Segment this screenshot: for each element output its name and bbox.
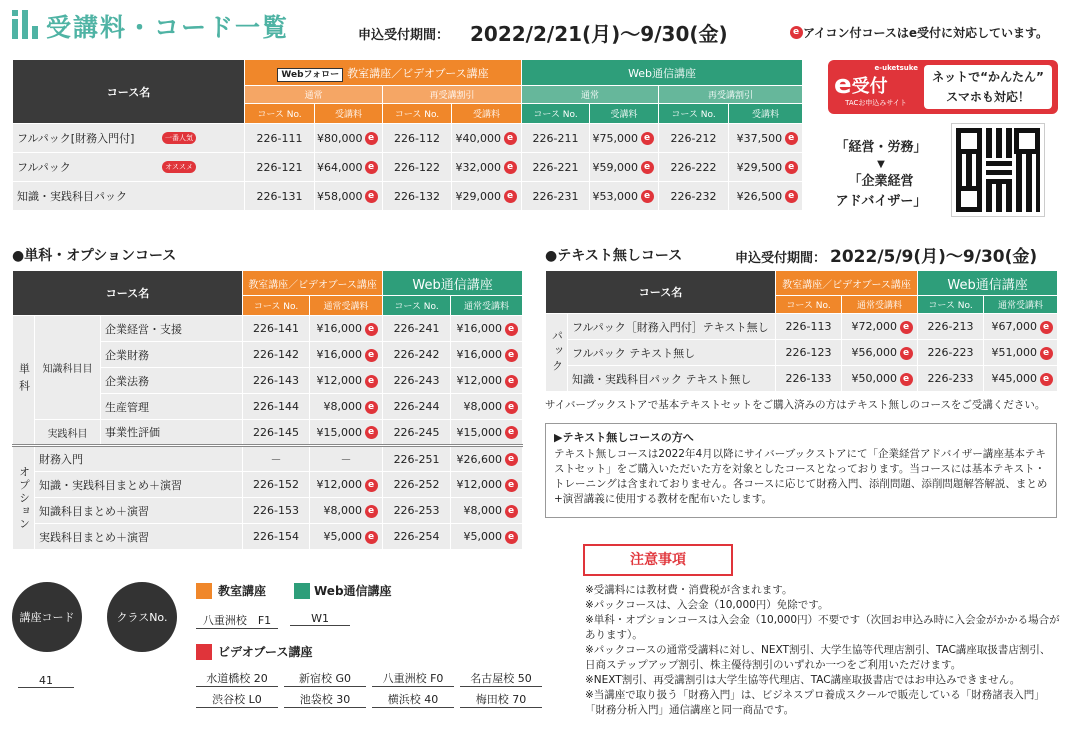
e-icon — [365, 132, 378, 145]
page-title: 受講料・コード一覧 — [46, 13, 290, 42]
e-icon — [641, 161, 654, 174]
e-icon — [505, 349, 518, 362]
notice-item: ※単科・オプションコースは入会金（10,000円）不要です（次回お申込み時に入会金がかかる場合があります）。 — [585, 614, 1060, 641]
qr-code[interactable] — [952, 124, 1044, 216]
table-row: 知識・実践科目パック テキスト無し 226-133 ¥50,000 e 226-233 ¥45,000 e — [546, 366, 1058, 392]
web-icon — [294, 583, 310, 599]
e-msg-2: スマホも対応！ — [946, 90, 1030, 104]
e-icon — [900, 321, 913, 334]
table-row: 実践科目まとめ＋演習 226-154 ¥5,000 e 226-254 ¥5,000 e — [13, 524, 523, 550]
notice-title: 注意事項 — [583, 544, 733, 576]
textless-note: サイバーブックストアで基本テキストセットをご購入済みの方はテキスト無しのコースをご受講ください。 — [545, 399, 1046, 411]
e-icon — [504, 190, 517, 203]
repeat-header-web: 再受講割引 — [659, 86, 803, 104]
normal-header-web: 通常 — [522, 86, 659, 104]
table-row: 実践科目 事業性評価 226-145 ¥15,000 e 226-245 ¥15,000 e — [13, 420, 523, 446]
e-icon — [505, 375, 518, 388]
single-section-title: ●単科・オプションコース — [12, 248, 177, 264]
video-label: ビデオブース講座 — [196, 643, 312, 660]
path-text: 「経営・労務」 ▼ 「企業経営 アドバイザー」 — [826, 138, 936, 212]
e-icon — [790, 26, 803, 39]
e-icon — [900, 373, 913, 386]
table-row: 知識・実践科目パック 226-131 ¥58,000 e 226-132 ¥29,000 e 226-231 ¥53,000 e 226-232 ¥26,500 e — [13, 182, 803, 211]
e-icon — [504, 161, 517, 174]
textless-box-text: テキスト無しコースは2022年4月以降にサイバーブックストアにて「企業経営アドバイザー講座基本テキストセット」をご購入いただいた方を対象としたコースとなっております。当コースには基本テキスト・トレーニングは含まれておりません。各コースに応じて財務入門、添削問題、添削問題解答解説、まとめ+演習講義に使用する教材を配布いたします。 — [554, 448, 1048, 505]
notice-item: ※NEXT割引、再受講割引は大学生協等代理店、TAC講座取扱書店ではお申込みできません。 — [585, 674, 1021, 686]
e-icon — [641, 190, 654, 203]
table-row: 生産管理 226-144 ¥8,000 e 226-244 ¥8,000 e — [13, 394, 523, 420]
table-row: 知識・実践科目まとめ＋演習 226-152 ¥12,000 e 226-252 ¥12,000 e — [13, 472, 523, 498]
textless-period-label: 申込受付期間： — [735, 251, 827, 266]
period-value: 2022/2/21(月)～9/30(金) — [470, 22, 728, 46]
course-col-header: コース名 — [13, 60, 245, 124]
video-icon — [196, 644, 212, 660]
web-code: W1 — [290, 612, 350, 626]
e-icon — [365, 323, 378, 336]
textless-box-title: ▶テキスト無しコースの方へ — [554, 431, 694, 444]
e-icon — [785, 132, 798, 145]
e-icon — [365, 161, 378, 174]
e-icon — [365, 190, 378, 203]
e-icon — [505, 531, 518, 544]
e-icon — [365, 401, 378, 414]
notice-item: ※パックコースの通常受講料に対し、NEXT割引、大学生協等代理店割引、TAC講座取扱書店割引、日商ステップアップ割引、株主優待割引のいずれか一つをご利用いただけます。 — [585, 644, 1051, 671]
table-row: 知識科目まとめ＋演習 226-153 ¥8,000 e 226-253 ¥8,000 e — [13, 498, 523, 524]
video-code: 名古屋校 50 — [460, 670, 542, 687]
video-code: 八重洲校 F0 — [372, 670, 454, 687]
e-uketsuke-banner[interactable] — [828, 60, 1058, 114]
table-row: 企業法務 226-143 ¥12,000 e 226-243 ¥12,000 e — [13, 368, 523, 394]
textless-section-title: ●テキスト無しコース — [545, 248, 683, 264]
table-row: オプション 財務入門 － － 226-251 ¥26,600 e — [13, 446, 523, 472]
e-icon — [365, 375, 378, 388]
arrow-down-icon: ▼ — [877, 159, 885, 170]
e-icon — [365, 531, 378, 544]
table-row: フルパック オススメ 226-121 ¥64,000 e 226-122 ¥32,000 e 226-221 ¥59,000 e 226-222 ¥29,500 e — [13, 153, 803, 182]
web-follow-badge: Webフォロー — [277, 68, 343, 82]
table-row: フルパック テキスト無し 226-123 ¥56,000 e 226-223 ¥51,000 e — [546, 340, 1058, 366]
fee-header: 受講料 — [452, 104, 522, 124]
repeat-header: 再受講割引 — [383, 86, 522, 104]
code-no-header: コース No. — [383, 104, 452, 124]
e-icon — [504, 132, 517, 145]
recommend-badge: オススメ — [162, 161, 196, 173]
main-fee-table — [12, 59, 803, 211]
textless-period: 2022/5/9(月)～9/30(金) — [830, 247, 1038, 267]
textless-fee-table: コース名 教室講座／ビデオブース講座 Web通信講座 コース No. 通常受講料 コース No. 通常受講料 パック フルパック［財務入門付］テキスト無し 226-113 ¥72,000 e 226-213 ¥67,000 e フルパック テキスト無し 226-123 ¥56,000 e 226-223 ¥51,000 e 知識・実践科目パック テキスト無し 226-133 ¥50,000 e 226-233 ¥45,000 e — [545, 270, 1058, 392]
title-icon — [12, 10, 38, 40]
video-code: 横浜校 40 — [372, 691, 454, 708]
e-icon — [505, 323, 518, 336]
table-row: 単科 知識科目目 企業経営・支援 226-141 ¥16,000 e 226-241 ¥16,000 e — [13, 316, 523, 342]
e-icon — [1040, 321, 1053, 334]
e-icon — [785, 161, 798, 174]
e-msg-1: ネットで“かんたん” — [932, 70, 1044, 84]
code-no-header: コース No. — [245, 104, 315, 124]
normal-header: 通常 — [245, 86, 383, 104]
e-logo-icon: e — [834, 70, 852, 100]
notice-item: ※受講料には教材費・消費税が含まれます。 — [585, 584, 793, 596]
course-code-circle: 講座コード — [12, 582, 82, 652]
video-code: 池袋校 30 — [284, 691, 366, 708]
e-icon — [785, 190, 798, 203]
e-icon — [641, 132, 654, 145]
classroom-code: 八重洲校 F1 — [196, 612, 278, 629]
classroom-header: Webフォロー 教室講座／ビデオブース講座 — [245, 60, 522, 86]
e-note: e アイコン付コースはe受付に対応しています。 — [790, 24, 1048, 41]
e-icon — [365, 426, 378, 439]
popular-badge: 一番人気 — [162, 132, 196, 144]
e-icon — [900, 347, 913, 360]
notice-item: ※パックコースは、入会金（10,000円）免除です。 — [585, 599, 829, 611]
web-header: Web通信講座 — [522, 60, 803, 86]
e-icon — [365, 505, 378, 518]
video-code: 梅田校 70 — [460, 691, 542, 708]
code-no-header: コース No. — [522, 104, 590, 124]
e-icon — [1040, 373, 1053, 386]
code-no-header: コース No. — [659, 104, 729, 124]
textless-info-box — [545, 423, 1057, 518]
e-icon — [505, 426, 518, 439]
e-icon — [365, 479, 378, 492]
fee-header: 受講料 — [315, 104, 383, 124]
period-label: 申込受付期間： — [358, 28, 450, 43]
e-uketsuke-logo: e-uketsuke e 受付 TACお申込みサイト — [834, 64, 918, 107]
e-icon — [505, 479, 518, 492]
table-row: 企業財務 226-142 ¥16,000 e 226-242 ¥16,000 e — [13, 342, 523, 368]
fee-header: 受講料 — [590, 104, 659, 124]
notice-item: ※当講座で取り扱う「財務入門」は、ビジネスプロ養成スクールで販売している「財務諸表入門」「財務分析入門」通信講座と同一商品です。 — [585, 689, 1045, 716]
video-code: 水道橋校 20 — [196, 670, 278, 687]
fee-header: 受講料 — [729, 104, 803, 124]
course-code-value: 41 — [18, 674, 74, 688]
web-label: Web通信講座 — [294, 582, 392, 599]
single-fee-table: コース名 教室講座／ビデオブース講座 Web通信講座 コース No. 通常受講料 コース No. 通常受講料 単科 知識科目目 企業経営・支援 226-141 ¥16,000 e 226-241 ¥16,000 e 企業財務 226-142 ¥16,000 e 226-242 ¥16,000 e 企業法務 226-143 ¥12,000 e 226-243 ¥12,000 e 生産管理 226-144 ¥8,000 e 226-244 ¥8,000 e 実践科目 事業性評価 226-145 ¥15,000 e 226-245 ¥15,000 e オプション 財務入門 － － 226-251 ¥26,600 e 知識・実践科目まとめ＋演習 226-152 ¥12,000 e 226-252 ¥12,000 e 知識科目まとめ＋演習 226-153 ¥8,000 e 226-253 ¥8,000 e 実践科目まとめ＋演習 226-154 ¥5,000 e 226-254 ¥5,000 e — [12, 270, 523, 550]
e-icon — [505, 453, 518, 466]
e-icon — [505, 401, 518, 414]
classroom-icon — [196, 583, 212, 599]
video-code: 新宿校 G0 — [284, 670, 366, 687]
table-row: フルパック[財務入門付] 一番人気 226-111 ¥80,000 e 226-112 ¥40,000 e 226-211 ¥75,000 e 226-212 ¥37,500 e — [13, 124, 803, 153]
e-icon — [1040, 347, 1053, 360]
class-no-circle: クラスNo. — [107, 582, 177, 652]
e-icon — [365, 349, 378, 362]
table-row: パック フルパック［財務入門付］テキスト無し 226-113 ¥72,000 e 226-213 ¥67,000 e — [546, 314, 1058, 340]
e-icon — [505, 505, 518, 518]
video-code: 渋谷校 L0 — [196, 691, 278, 708]
notice-list — [585, 583, 1060, 718]
classroom-label: 教室講座 — [196, 582, 266, 599]
video-code-grid — [196, 670, 546, 708]
